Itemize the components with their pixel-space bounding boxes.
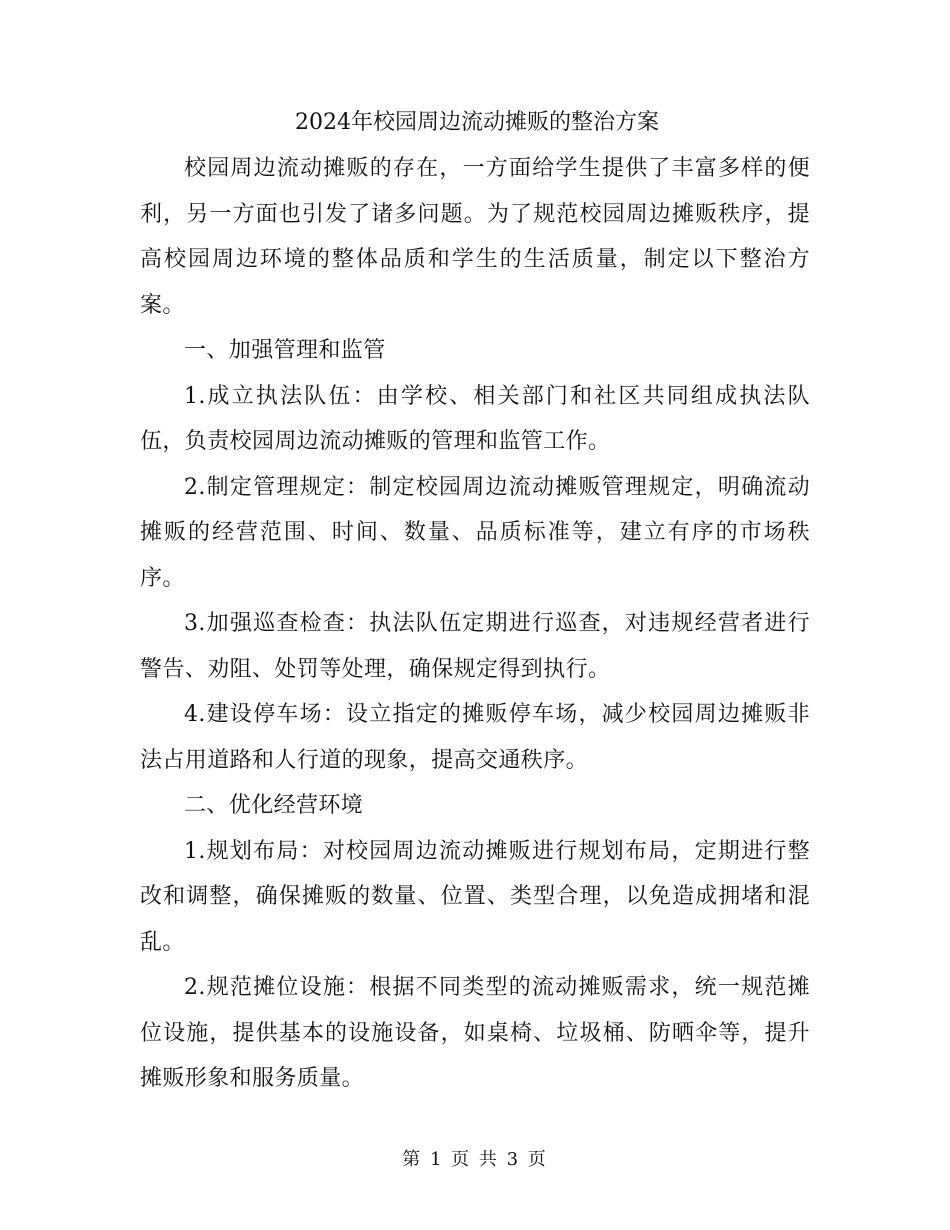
paragraph-item: 2.规范摊位设施：根据不同类型的流动摊贩需求，统一规范摊位设施，提供基本的设施设备，如桌椅、垃圾桶、防晒伞等，提升摊贩形象和服务质量。 <box>140 975 810 1091</box>
intro-paragraph: 校园周边流动摊贩的存在，一方面给学生提供了丰富多样的便利，另一方面也引发了诸多问题。为了规范校园周边摊贩秩序，提高校园周边环境的整体品质和学生的生活质量，制定以下整治方案。 <box>140 156 810 318</box>
paragraph-item: 3.加强巡查检查：执法队伍定期进行巡查，对违规经营者进行警告、劝阻、处罚等处理，确保规定得到执行。 <box>140 611 810 682</box>
paragraph-item: 1.成立执法队伍：由学校、相关部门和社区共同组成执法队伍，负责校园周边流动摊贩的管理和监管工作。 <box>140 383 810 454</box>
document-body <box>140 100 810 1102</box>
section-heading-2: 二、优化经营环境 <box>184 793 364 818</box>
paragraph-item: 4.建设停车场：设立指定的摊贩停车场，减少校园周边摊贩非法占用道路和人行道的现象，提高交通秩序。 <box>140 702 810 773</box>
paragraph-item: 1.规划布局：对校园周边流动摊贩进行规划布局，定期进行整改和调整，确保摊贩的数量、位置、类型合理，以免造成拥堵和混乱。 <box>140 838 810 955</box>
section-heading-1: 一、加强管理和监管 <box>184 338 386 363</box>
paragraph-item: 2.制定管理规定：制定校园周边流动摊贩管理规定，明确流动摊贩的经营范围、时间、数量、品质标准等，建立有序的市场秩序。 <box>140 474 810 591</box>
page-number-footer: 第 1 页 共 3 页 <box>402 1149 548 1170</box>
document-title: 2024年校园周边流动摊贩的整治方案 <box>295 110 659 135</box>
